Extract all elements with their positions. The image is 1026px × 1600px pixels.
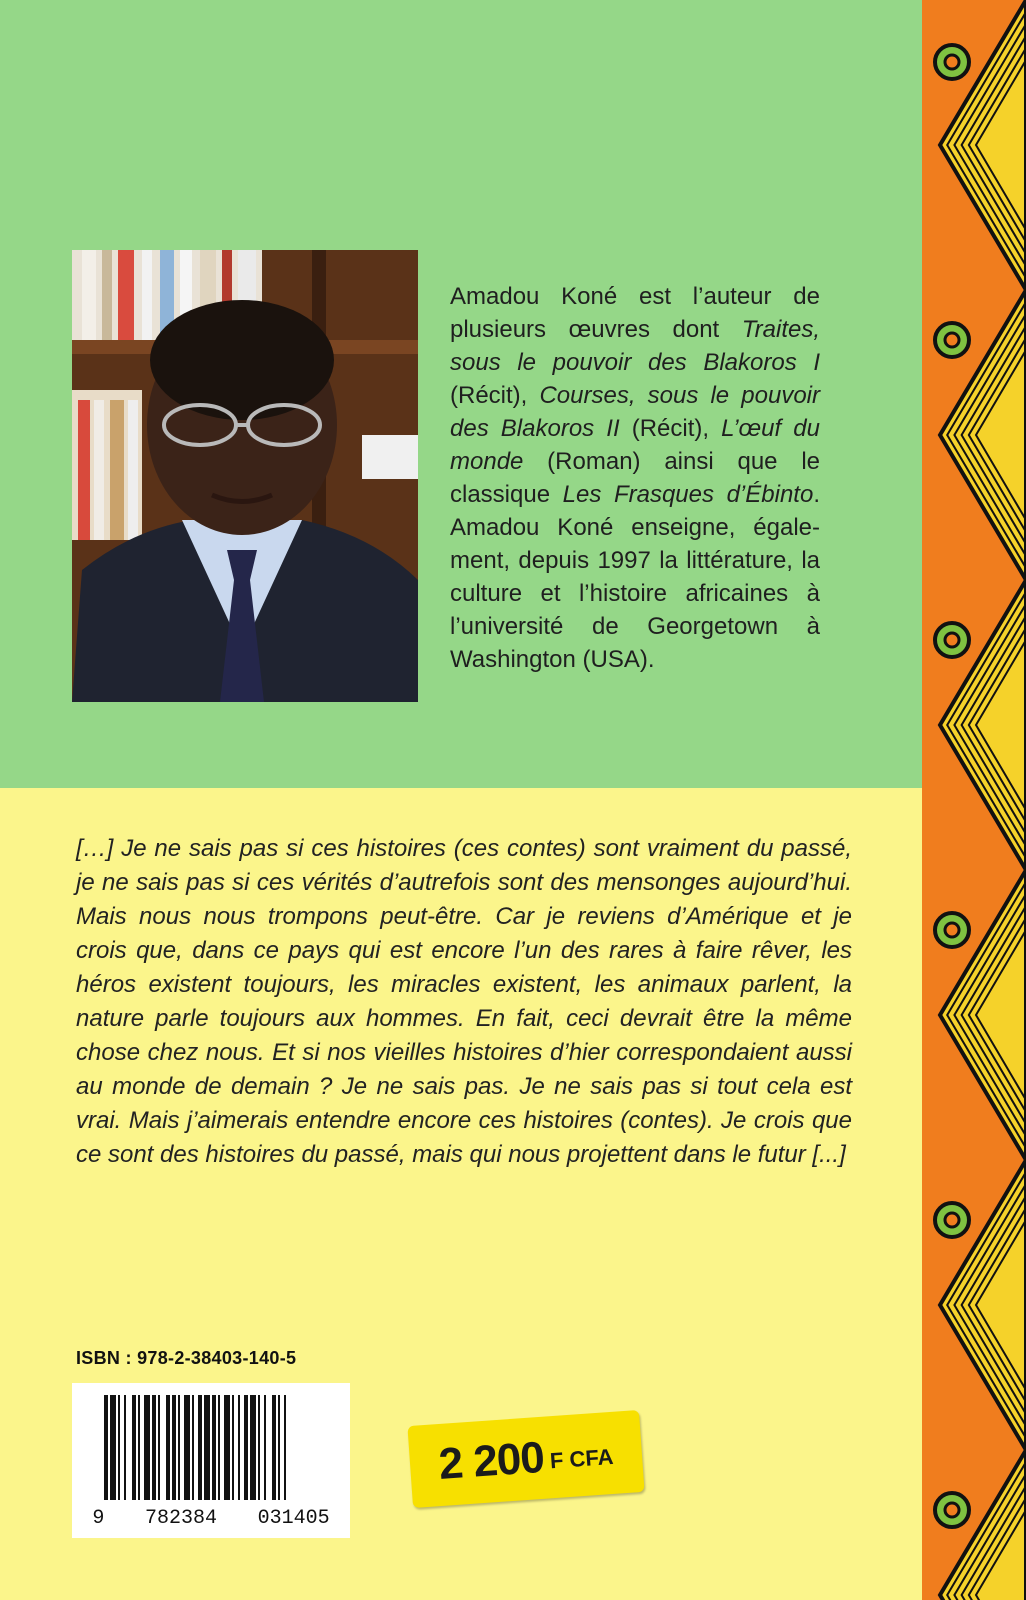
barcode-bar [284, 1395, 286, 1500]
bio-title-traites: Traites, sous le pouvoir des Blakoros I [450, 316, 820, 376]
spine-circle-inner [945, 333, 959, 347]
bio-text-4: (Roman) ainsi que le classique [450, 448, 820, 508]
back-cover-quote: […] Je ne sais pas si ces histoires (ces contes) sont vraiment du passé, je ne sais pas si ces vérités d’autrefois sont des mensonges aujourd’hui. Mais nous nous trompons peut-être. Car je reviens d’Amérique et je crois que, dans ce pays qui est encore l’un des rares à faire rêver, les héros existent toujours, les miracles existent, les animaux parlent, la nature parle toujours aux hommes. En fait, ceci devrait être la même chose chez nous. Et si nos vieilles histoires d’hier correspondaient aussi au monde de demain ? Je ne sais pas. Je ne sais pas si tout cela est vrai. Mais j’aimerais entendre encore ces histoires (contes). Je crois que ce sont des histoires du passé, mais qui nous projettent dans le futur [...] [76, 835, 852, 1168]
spine-circle-inner [945, 1503, 959, 1517]
author-portrait-icon [72, 250, 418, 702]
author-photo [72, 250, 418, 702]
barcode-bar [204, 1395, 210, 1500]
barcode-digit-group-2: 031405 [257, 1507, 330, 1530]
spine-circle-inner [945, 923, 959, 937]
barcode-bar [224, 1395, 230, 1500]
barcode-digit-group-1: 782384 [144, 1507, 217, 1530]
barcode-digits [72, 1507, 350, 1530]
barcode-bar [232, 1395, 234, 1500]
bio-text-5: . Amadou Koné enseigne, égale-ment, depuis 1997 la littérature, la culture et l’histoire africaines à l’université de Georgetown à Washington (USA). [450, 481, 820, 673]
bio-title-courses: Courses, sous le pouvoir des Blakoros II [450, 382, 820, 442]
barcode-bar [132, 1395, 136, 1500]
barcode-bar [198, 1395, 202, 1500]
bio-text-1: Amadou Koné est l’auteur de plusieurs œuvres dont [450, 283, 820, 343]
barcode-bar [238, 1395, 240, 1500]
barcode-bar [264, 1395, 266, 1500]
barcode-bar [124, 1395, 126, 1500]
barcode-bar [250, 1395, 256, 1500]
barcode-bar [172, 1395, 176, 1500]
barcode-bar [244, 1395, 248, 1500]
barcode-bar [138, 1395, 140, 1500]
price-unit: F CFA [549, 1443, 615, 1474]
barcode-bar [166, 1395, 170, 1500]
barcode-bar [258, 1395, 260, 1500]
price-amount: 2 200 [437, 1432, 546, 1490]
bio-title-frasques: Les Frasques d’Ébinto [562, 481, 814, 508]
bio-title-oeuf: L’œuf du monde [450, 415, 820, 475]
barcode-bar [178, 1395, 180, 1500]
barcode-bar [212, 1395, 216, 1500]
barcode-bar [218, 1395, 220, 1500]
barcode-bar [118, 1395, 120, 1500]
barcode-bar [192, 1395, 194, 1500]
barcode-bar [184, 1395, 190, 1500]
barcode-bar [110, 1395, 116, 1500]
bio-text-3: (Récit), [619, 415, 722, 442]
bio-text-2: (Récit), [450, 382, 540, 409]
spine-circle-inner [945, 55, 959, 69]
author-bio [450, 280, 820, 676]
barcode-bar [158, 1395, 160, 1500]
barcode-bar [272, 1395, 276, 1500]
african-pattern-spine [922, 0, 1026, 1600]
barcode [72, 1383, 350, 1538]
barcode-digit-prefix: 9 [92, 1507, 105, 1530]
african-pattern-icon [922, 0, 1026, 1600]
barcode-bar [152, 1395, 156, 1500]
price-tag [407, 1410, 644, 1508]
barcode-bar [278, 1395, 280, 1500]
spine-circle-inner [945, 633, 959, 647]
barcode-bar [104, 1395, 108, 1500]
spine-circle-inner [945, 1213, 959, 1227]
barcode-bar [144, 1395, 150, 1500]
isbn-label: ISBN : 978-2-38403-140-5 [76, 1348, 297, 1368]
